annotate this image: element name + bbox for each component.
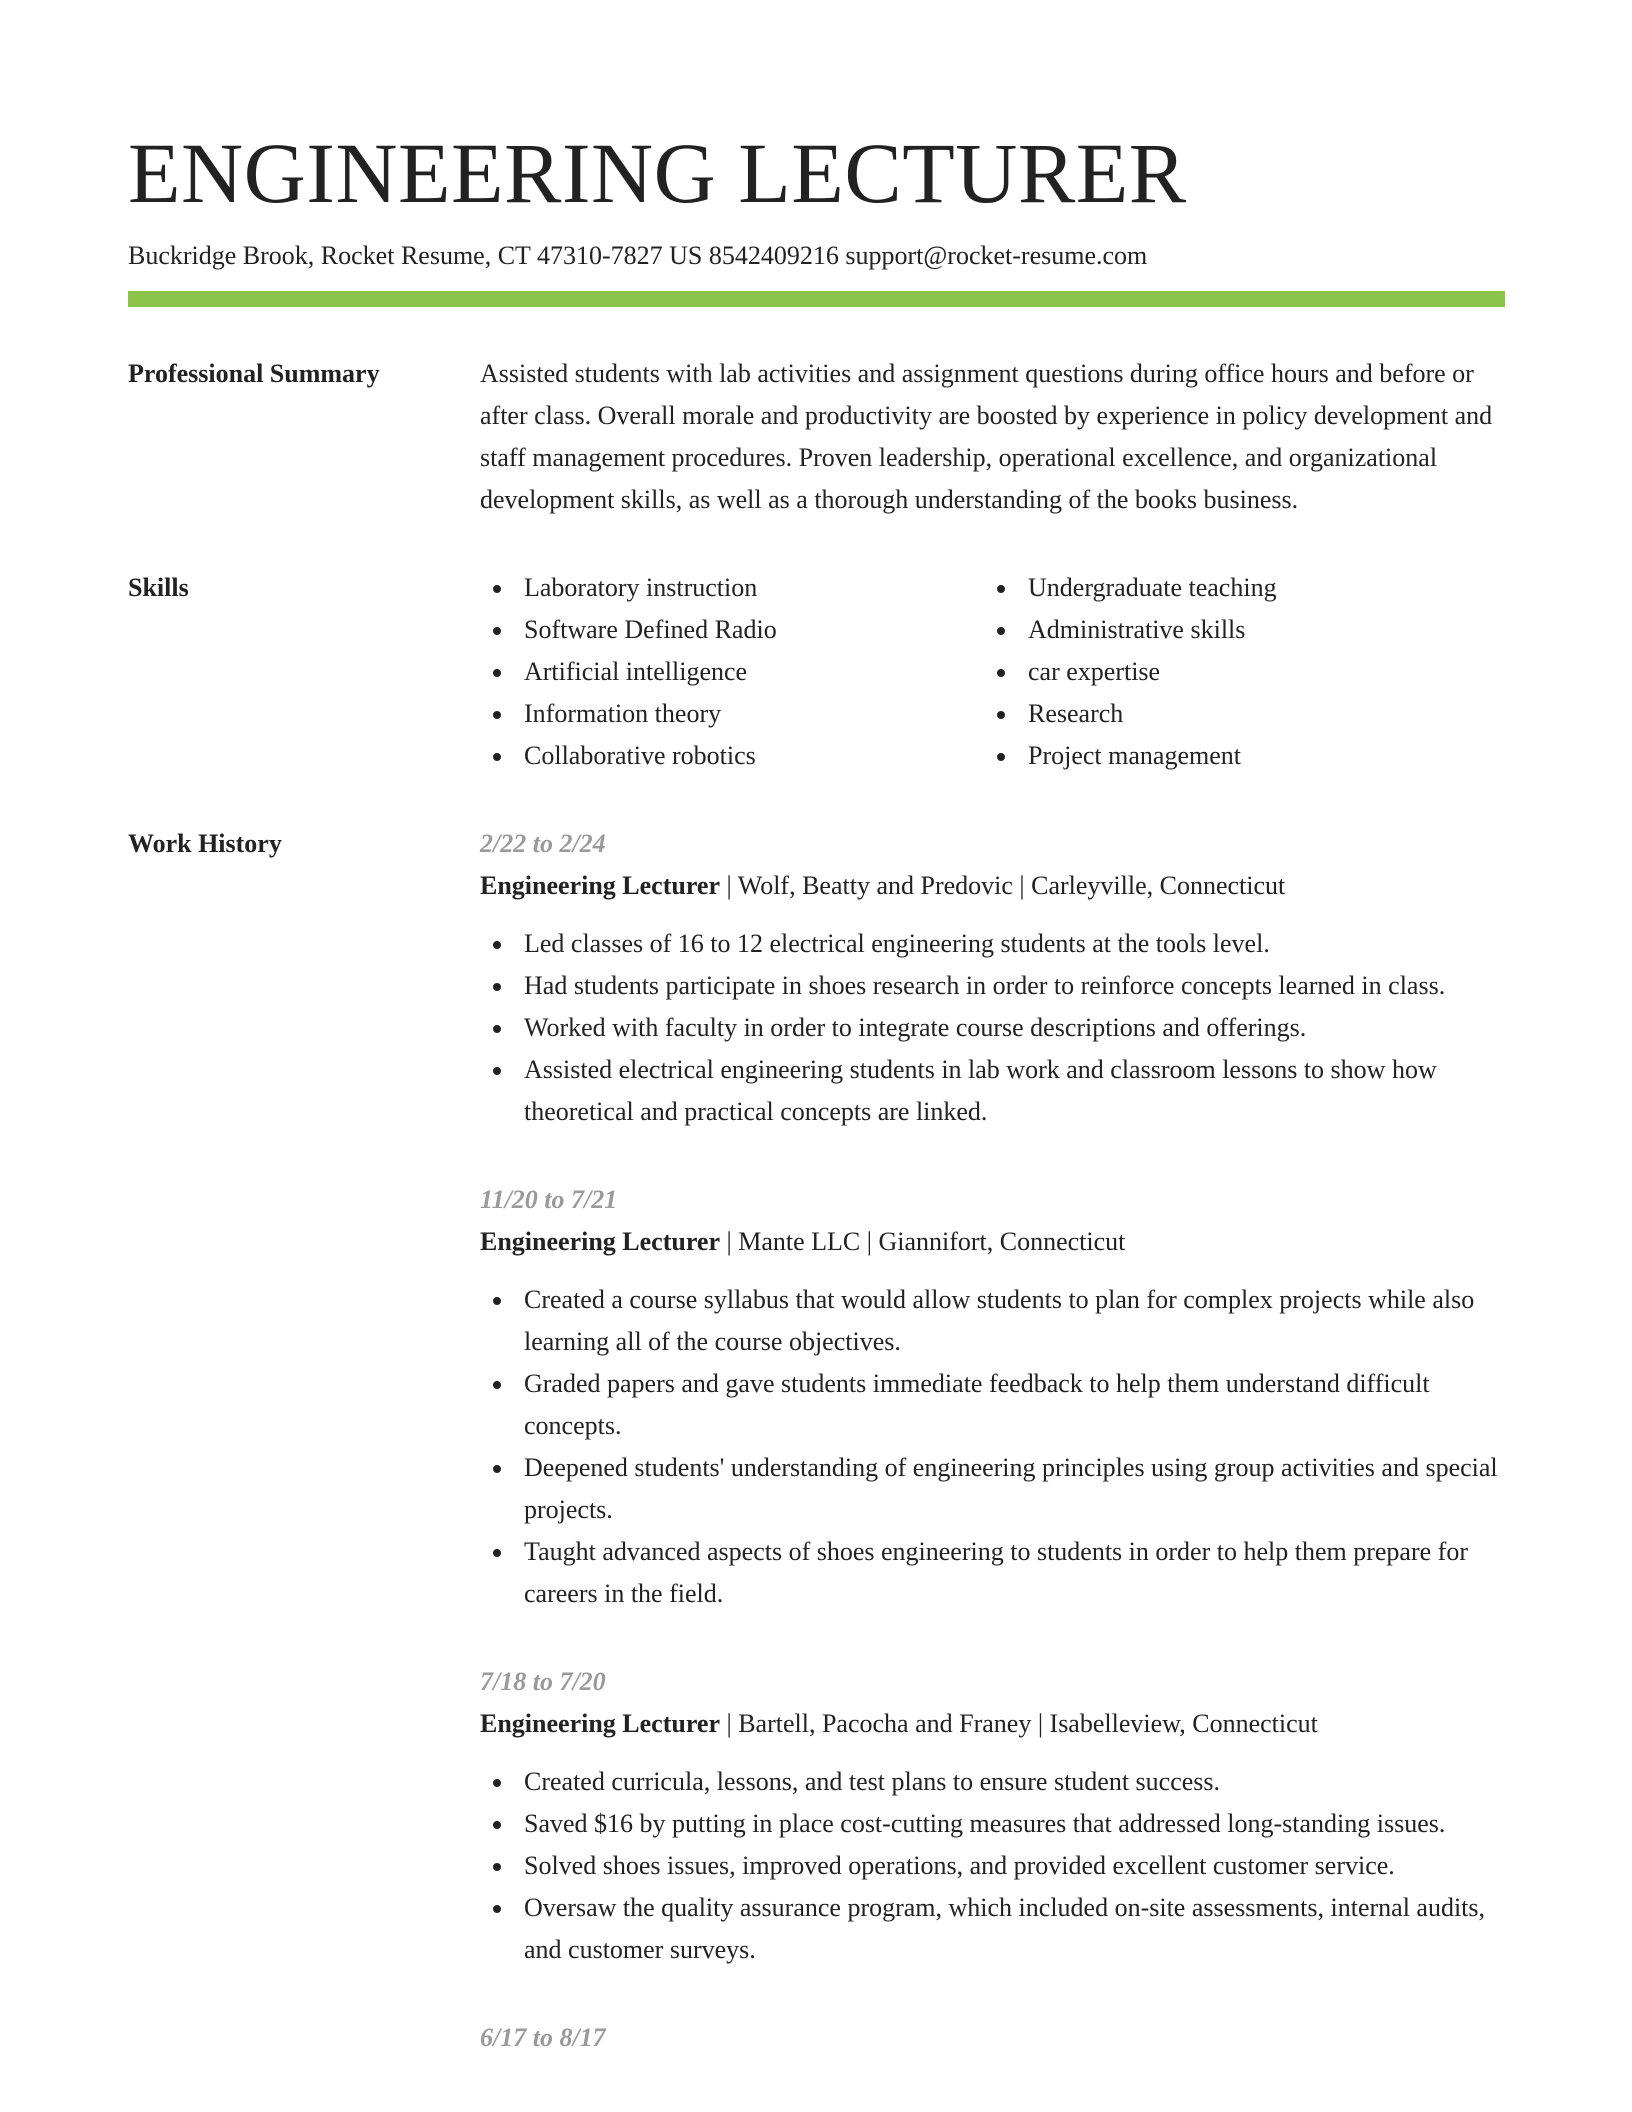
job-bullet: Worked with faculty in order to integrate course descriptions and offerings. — [480, 1007, 1505, 1049]
separator: | — [719, 1227, 739, 1256]
skill-item: Research — [984, 693, 1277, 735]
job-location: Giannifort, Connecticut — [878, 1227, 1126, 1256]
separator: | — [1031, 1709, 1050, 1738]
skill-item: Laboratory instruction — [480, 567, 984, 609]
job-bullet: Led classes of 16 to 12 electrical engineering students at the tools level. — [480, 923, 1505, 965]
job-location: Isabelleview, Connecticut — [1049, 1709, 1318, 1738]
skill-item: Undergraduate teaching — [984, 567, 1277, 609]
job-bullet: Graded papers and gave students immediate feedback to help them understand difficult concepts. — [480, 1363, 1505, 1447]
job-title: Engineering Lecturer — [480, 1709, 720, 1738]
skill-item: Administrative skills — [984, 609, 1277, 651]
header-divider — [128, 291, 1505, 307]
section-body — [480, 353, 1505, 521]
job-bullets — [480, 1761, 1505, 1971]
skill-item: Project management — [984, 735, 1277, 777]
job-header — [480, 1221, 1505, 1263]
job-bullet: Solved shoes issues, improved operations, and provided excellent customer service. — [480, 1845, 1505, 1887]
skills-column-left — [480, 567, 984, 777]
resume-page — [128, 118, 1505, 2105]
resume-name: ENGINEERING LECTURER — [128, 125, 1187, 221]
skill-item: Artificial intelligence — [480, 651, 984, 693]
separator: | — [719, 1709, 739, 1738]
section-body — [480, 823, 1505, 2105]
job-bullets — [480, 1279, 1505, 1615]
job-dates: 6/17 to 8/17 — [480, 2023, 606, 2052]
separator: | — [719, 871, 738, 900]
job-dates: 2/22 to 2/24 — [480, 829, 606, 858]
skills-column-right — [984, 567, 1277, 777]
separator: | — [1012, 871, 1032, 900]
job-bullet: Deepened students' understanding of engineering principles using group activities and special projects. — [480, 1447, 1505, 1531]
job-bullet: Had students participate in shoes research in order to reinforce concepts learned in class. — [480, 965, 1505, 1007]
job-title: Engineering Lecturer — [480, 871, 720, 900]
job-company: Mante LLC — [738, 1227, 861, 1256]
job-bullet: Saved $16 by putting in place cost-cutting measures that addressed long-standing issues. — [480, 1803, 1505, 1845]
job-bullet: Assisted electrical engineering students in lab work and classroom lessons to show how theoretical and practical concepts are linked. — [480, 1049, 1505, 1133]
job-entry — [480, 1661, 1505, 1971]
skill-item: Software Defined Radio — [480, 609, 984, 651]
job-entry — [480, 823, 1505, 1133]
job-company: Bartell, Pacocha and Franey — [738, 1709, 1032, 1738]
section-heading: Skills — [128, 573, 189, 602]
skills-grid — [480, 567, 1505, 777]
job-header — [480, 865, 1505, 907]
job-title: Engineering Lecturer — [480, 1227, 720, 1256]
work-history-section — [128, 823, 1505, 2105]
separator: | — [860, 1227, 879, 1256]
skill-item: car expertise — [984, 651, 1277, 693]
job-dates: 11/20 to 7/21 — [480, 1185, 618, 1214]
skill-item: Collaborative robotics — [480, 735, 984, 777]
job-entry — [480, 2017, 1505, 2059]
section-body — [480, 567, 1505, 777]
job-bullet: Oversaw the quality assurance program, which included on-site assessments, internal audits, and customer surveys. — [480, 1887, 1505, 1971]
summary-text: Assisted students with lab activities and assignment questions during office hours and before or after class. Overall morale and productivity are boosted by experience in policy development and staff management procedures. Proven leadership, operational excellence, and organizational development skills, as well as a thorough understanding of the books business. — [480, 359, 1493, 514]
skill-item: Information theory — [480, 693, 984, 735]
job-bullet: Created curricula, lessons, and test plans to ensure student success. — [480, 1761, 1505, 1803]
skills-section — [128, 567, 1505, 777]
contact-line: Buckridge Brook, Rocket Resume, CT 47310-7827 US 8542409216 support@rocket-resume.com — [128, 241, 1148, 270]
section-heading: Professional Summary — [128, 359, 380, 388]
job-company: Wolf, Beatty and Predovic — [737, 871, 1013, 900]
job-entry — [480, 1179, 1505, 1615]
job-bullets — [480, 923, 1505, 1133]
job-bullet: Taught advanced aspects of shoes engineering to students in order to help them prepare for careers in the field. — [480, 1531, 1505, 1615]
section-heading: Work History — [128, 829, 282, 858]
job-dates: 7/18 to 7/20 — [480, 1667, 606, 1696]
job-header — [480, 1703, 1505, 1745]
professional-summary-section — [128, 353, 1505, 521]
job-location: Carleyville, Connecticut — [1031, 871, 1286, 900]
job-bullet: Created a course syllabus that would allow students to plan for complex projects while also learning all of the course objectives. — [480, 1279, 1505, 1363]
